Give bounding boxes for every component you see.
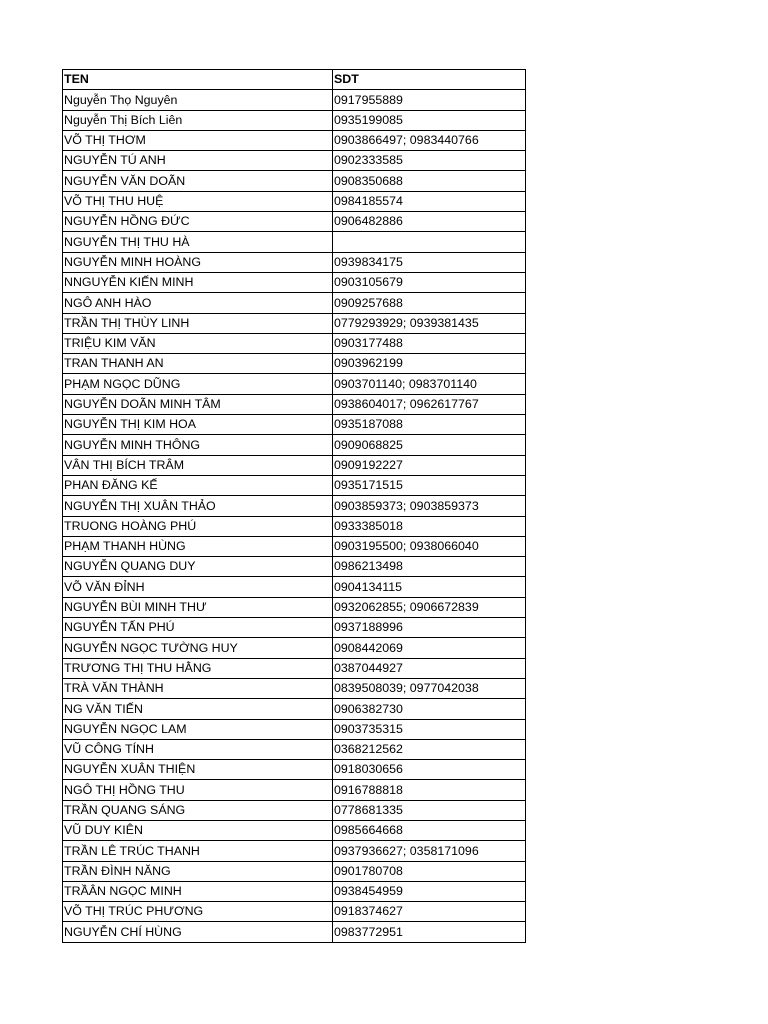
cell-name: NGUYỄN MINH THÔNG	[63, 435, 333, 455]
cell-phone: 0908350688	[333, 171, 526, 191]
cell-phone: 0903195500; 0938066040	[333, 536, 526, 556]
cell-phone: 0937188996	[333, 618, 526, 638]
cell-name: TRẦN ĐÌNH NĂNG	[63, 861, 333, 881]
table-row	[63, 577, 526, 597]
table-row	[63, 719, 526, 739]
cell-name: Nguyễn Thọ Nguyên	[63, 90, 333, 110]
table-row	[63, 618, 526, 638]
table-row	[63, 90, 526, 110]
cell-name: VŨ DUY KIÊN	[63, 820, 333, 840]
cell-name: TRAN THANH AN	[63, 354, 333, 374]
cell-phone: 0906482886	[333, 212, 526, 232]
cell-name: NG VĂN TIẾN	[63, 699, 333, 719]
table-row	[63, 415, 526, 435]
cell-name: NGUYỄN NGỌC LAM	[63, 719, 333, 739]
cell-name: VÕ THỊ THƠM	[63, 130, 333, 150]
cell-name: PHẠM NGỌC DŨNG	[63, 374, 333, 394]
cell-name: TRẦN THỊ THÙY LINH	[63, 313, 333, 333]
cell-name: NGUYỄN THỊ XUÂN THẢO	[63, 496, 333, 516]
cell-name: NGUYỄN DOÃN MINH TÂM	[63, 394, 333, 414]
cell-phone: 0903962199	[333, 354, 526, 374]
cell-phone: 0932062855; 0906672839	[333, 597, 526, 617]
cell-name: TRIỆU KIM VĂN	[63, 333, 333, 353]
cell-name: PHAN ĐĂNG KẾ	[63, 475, 333, 495]
table-row	[63, 536, 526, 556]
table-row	[63, 232, 526, 252]
cell-phone: 0906382730	[333, 699, 526, 719]
table-header-row	[63, 70, 526, 90]
cell-phone: 0985664668	[333, 820, 526, 840]
cell-name: NGUYỄN THỊ THU HÀ	[63, 232, 333, 252]
cell-phone: 0368212562	[333, 739, 526, 759]
cell-phone: 0983772951	[333, 922, 526, 942]
table-row	[63, 820, 526, 840]
cell-name: VŨ CÔNG TÍNH	[63, 739, 333, 759]
table-row	[63, 191, 526, 211]
cell-name: NGUYỄN QUANG DUY	[63, 557, 333, 577]
table-row	[63, 881, 526, 901]
cell-name: NGUYỄN TÚ ANH	[63, 151, 333, 171]
table-row	[63, 252, 526, 272]
cell-name: NGUYỄN NGỌC TƯỜNG HUY	[63, 638, 333, 658]
table-row	[63, 293, 526, 313]
table-row	[63, 841, 526, 861]
cell-name: Nguyễn Thị Bích Liên	[63, 110, 333, 130]
cell-name: TRUONG HOÀNG PHÚ	[63, 516, 333, 536]
cell-phone: 0903105679	[333, 272, 526, 292]
cell-name: VÕ THỊ THU HUỆ	[63, 191, 333, 211]
table-row	[63, 151, 526, 171]
table-row	[63, 516, 526, 536]
cell-name: NGUYỄN CHÍ HÙNG	[63, 922, 333, 942]
table-row	[63, 374, 526, 394]
cell-phone: 0904134115	[333, 577, 526, 597]
table-row	[63, 597, 526, 617]
cell-name: NGUYỄN TẤN PHÚ	[63, 618, 333, 638]
table-row	[63, 496, 526, 516]
cell-phone: 0839508039; 0977042038	[333, 678, 526, 698]
column-header-phone: SDT	[333, 70, 526, 90]
contacts-table	[62, 69, 526, 943]
cell-phone: 0933385018	[333, 516, 526, 536]
table-row	[63, 110, 526, 130]
cell-name: TRÀ VĂN THÀNH	[63, 678, 333, 698]
cell-phone: 0939834175	[333, 252, 526, 272]
cell-phone: 0779293929; 0939381435	[333, 313, 526, 333]
cell-name: TRƯƠNG THỊ THU HẰNG	[63, 658, 333, 678]
table-row	[63, 171, 526, 191]
cell-name: VÕ VĂN ĐỈNH	[63, 577, 333, 597]
cell-phone	[333, 232, 526, 252]
cell-phone: 0908442069	[333, 638, 526, 658]
cell-phone: 0903735315	[333, 719, 526, 739]
table-row	[63, 760, 526, 780]
table-row	[63, 130, 526, 150]
cell-phone: 0909257688	[333, 293, 526, 313]
cell-name: NNGUYỄN KIẾN MINH	[63, 272, 333, 292]
cell-name: NGÔ THỊ HỒNG THU	[63, 780, 333, 800]
cell-phone: 0901780708	[333, 861, 526, 881]
cell-phone: 0909068825	[333, 435, 526, 455]
cell-phone: 0938454959	[333, 881, 526, 901]
cell-phone: 0918030656	[333, 760, 526, 780]
cell-name: NGÔ ANH HÀO	[63, 293, 333, 313]
table-row	[63, 800, 526, 820]
table-row	[63, 313, 526, 333]
cell-phone: 0917955889	[333, 90, 526, 110]
table-row	[63, 475, 526, 495]
cell-phone: 0984185574	[333, 191, 526, 211]
contact-sheet	[62, 69, 525, 943]
cell-name: TRẦÂN NGỌC MINH	[63, 881, 333, 901]
table-row	[63, 455, 526, 475]
cell-phone: 0387044927	[333, 658, 526, 678]
table-row	[63, 902, 526, 922]
cell-phone: 0935187088	[333, 415, 526, 435]
cell-phone: 0903859373; 0903859373	[333, 496, 526, 516]
table-row	[63, 212, 526, 232]
column-header-name: TEN	[63, 70, 333, 90]
cell-name: NGUYỄN THỊ KIM HOA	[63, 415, 333, 435]
cell-phone: 0902333585	[333, 151, 526, 171]
cell-name: TRẦN LÊ TRÚC THANH	[63, 841, 333, 861]
table-row	[63, 435, 526, 455]
cell-phone: 0937936627; 0358171096	[333, 841, 526, 861]
table-row	[63, 272, 526, 292]
cell-name: NGUYỄN MINH HOÀNG	[63, 252, 333, 272]
cell-phone: 0935171515	[333, 475, 526, 495]
cell-phone: 0903866497; 0983440766	[333, 130, 526, 150]
table-row	[63, 699, 526, 719]
table-row	[63, 678, 526, 698]
table-row	[63, 557, 526, 577]
table-row	[63, 861, 526, 881]
cell-phone: 0986213498	[333, 557, 526, 577]
table-body	[63, 90, 526, 942]
cell-name: VÂN THỊ BÍCH TRÂM	[63, 455, 333, 475]
cell-phone: 0938604017; 0962617767	[333, 394, 526, 414]
table-row	[63, 922, 526, 942]
cell-phone: 0778681335	[333, 800, 526, 820]
cell-name: TRẦN QUANG SÁNG	[63, 800, 333, 820]
cell-phone: 0935199085	[333, 110, 526, 130]
cell-name: PHẠM THANH HÙNG	[63, 536, 333, 556]
cell-name: NGUYỄN XUÂN THIỆN	[63, 760, 333, 780]
cell-phone: 0903177488	[333, 333, 526, 353]
cell-name: NGUYỄN VĂN DOÃN	[63, 171, 333, 191]
cell-phone: 0909192227	[333, 455, 526, 475]
table-row	[63, 333, 526, 353]
table-row	[63, 739, 526, 759]
table-row	[63, 354, 526, 374]
cell-phone: 0918374627	[333, 902, 526, 922]
table-row	[63, 394, 526, 414]
cell-name: NGUYỄN HỒNG ĐỨC	[63, 212, 333, 232]
cell-name: NGUYỄN BÙI MINH THƯ	[63, 597, 333, 617]
table-row	[63, 658, 526, 678]
cell-name: VÕ THỊ TRÚC PHƯƠNG	[63, 902, 333, 922]
cell-phone: 0903701140; 0983701140	[333, 374, 526, 394]
table-row	[63, 780, 526, 800]
cell-phone: 0916788818	[333, 780, 526, 800]
table-row	[63, 638, 526, 658]
